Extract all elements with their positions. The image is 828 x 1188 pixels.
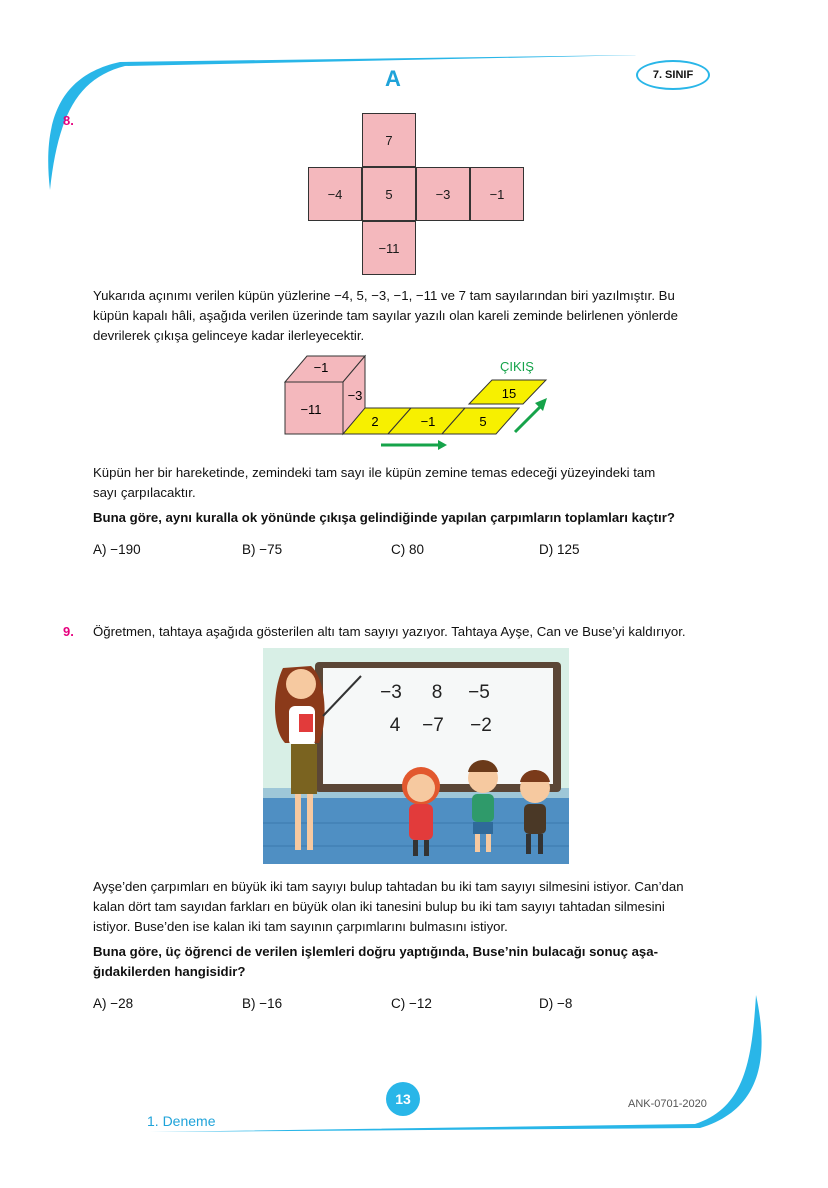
- q8-rule-line: sayı çarpılacaktır.: [93, 485, 196, 500]
- board-number: −2: [470, 715, 492, 736]
- q8-option-d[interactable]: D) 125: [539, 542, 580, 557]
- q8-intro-line: Yukarıda açınımı verilen küpün yüzlerine −4, 5, −3, −1, −11 ve 7 tam sayılarından biri yazılmıştır. Bu: [93, 288, 675, 303]
- net-face-bottom: −11: [362, 221, 416, 275]
- board-number: 4: [389, 715, 401, 736]
- q9-question-line: ğıdakilerden hangisidir?: [93, 964, 246, 979]
- q8-intro-line: devrilerek çıkışa gelinceye kadar ilerleyecektir.: [93, 328, 365, 343]
- q9-body-line: istiyor. Buse’den ise kalan iki tam sayının çarpımlarını bulmasını istiyor.: [93, 919, 508, 934]
- question-9-number: 9.: [63, 624, 74, 639]
- cube-front-label: −11: [300, 402, 322, 417]
- board-number: −5: [468, 682, 490, 703]
- cube-net: [308, 113, 524, 275]
- q9-question-line: Buna göre, üç öğrenci de verilen işlemleri doğru yaptığında, Buse’nin bulacağı sonuç aşa-: [93, 944, 658, 959]
- question-8-number: 8.: [63, 113, 74, 128]
- q8-rule-line: Küpün her bir hareketinde, zemindeki tam sayı ile küpün zemine temas edeceği yüzeyindeki tam: [93, 465, 656, 480]
- net-face-left: −4: [308, 167, 362, 221]
- q9-body-line: Ayşe’den çarpımları en büyük iki tam sayıyı bulup tahtadan bu iki tam sayıyı silmesini istiyor. Can’dan: [93, 879, 684, 894]
- cube-path-figure: [283, 352, 553, 454]
- q9-body: [93, 877, 684, 937]
- board-number: 8: [431, 682, 443, 703]
- booklet-label: A: [385, 66, 401, 91]
- q8-rule: [93, 463, 655, 503]
- exit-label: ÇIKIŞ: [500, 359, 534, 374]
- q8-option-c[interactable]: C) 80: [391, 542, 425, 557]
- q9-option-c[interactable]: C) −12: [391, 996, 432, 1011]
- cube-side-label: −3: [347, 388, 363, 403]
- q8-option-a[interactable]: A) −190: [93, 542, 141, 557]
- cube-top-label: −1: [313, 360, 329, 375]
- q9-option-d[interactable]: D) −8: [539, 996, 573, 1011]
- floor-tile-4-label: 15: [501, 386, 517, 401]
- q9-body-line: kalan dört tam sayıdan farkları en büyük olan iki tanesini bulup bu iki tam sayıyı tahtadan silmesini: [93, 899, 665, 914]
- floor-tile-1-label: 2: [371, 414, 379, 429]
- net-face-center: 5: [362, 167, 416, 221]
- exam-series: 1. Deneme: [147, 1113, 216, 1129]
- q9-question: [93, 942, 658, 982]
- q8-intro-line: küpün kapalı hâli, aşağıda verilen üzerinde tam sayılar yazılı olan kareli zeminde belirlenen yönlerde: [93, 308, 678, 323]
- floor-tile-2-label: −1: [420, 414, 436, 429]
- board-number: −7: [422, 715, 444, 736]
- q8-question: Buna göre, aynı kuralla ok yönünde çıkışa gelindiğinde yapılan çarpımların toplamları kaçtır?: [93, 510, 675, 525]
- q9-intro: Öğretmen, tahtaya aşağıda gösterilen altı tam sayıyı yazıyor. Tahtaya Ayşe, Can ve Buse’yi kaldırıyor.: [93, 624, 686, 639]
- q9-option-b[interactable]: B) −16: [242, 996, 283, 1011]
- q9-option-a[interactable]: A) −28: [93, 996, 134, 1011]
- net-face-right2: −1: [470, 167, 524, 221]
- floor-tile-3-label: 5: [479, 414, 487, 429]
- classroom-illustration: [263, 648, 569, 864]
- direction-arrow-up: [515, 407, 540, 432]
- booklet-code: ANK-0701-2020: [628, 1098, 707, 1110]
- net-face-right1: −3: [416, 167, 470, 221]
- board-number: −3: [380, 682, 402, 703]
- net-face-top: 7: [362, 113, 416, 167]
- q8-option-b[interactable]: B) −75: [242, 542, 283, 557]
- q8-intro: [93, 286, 678, 346]
- grade-badge: 7. SINIF: [636, 60, 710, 90]
- page-number: 13: [386, 1082, 420, 1116]
